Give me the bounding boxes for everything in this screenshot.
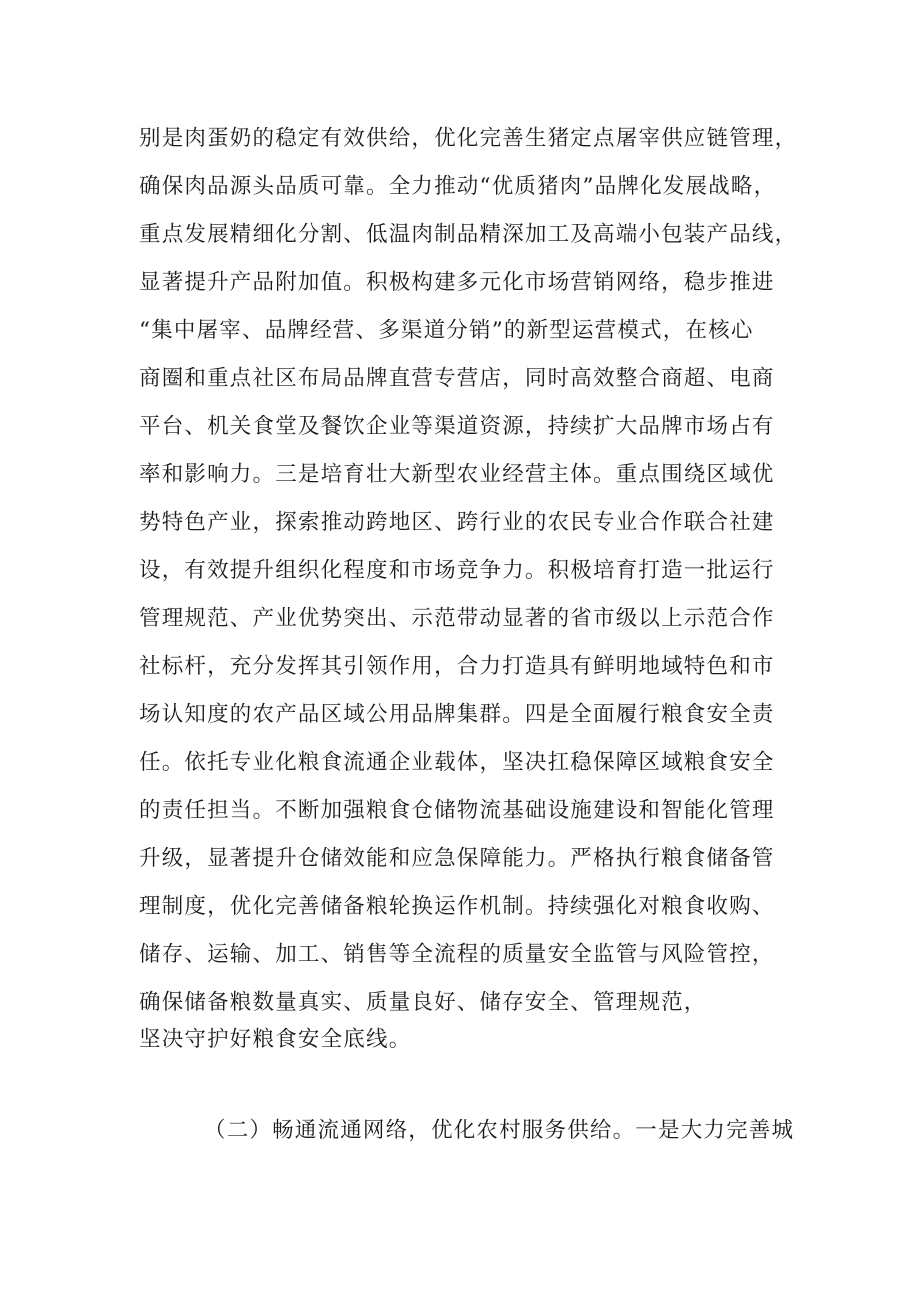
body-text-line: 升级，显著提升仓储效能和应急保障能力。严格执行粮食储备管 bbox=[139, 846, 775, 871]
body-text-line: 商圈和重点社区布局品牌直营专营店，同时高效整合商超、电商 bbox=[139, 366, 775, 391]
body-text-line: 任。依托专业化粮食流通企业载体，坚决扛稳保障区域粮食安全 bbox=[139, 750, 775, 775]
body-text-line: 管理规范、产业优势突出、示范带动显著的省市级以上示范合作 bbox=[139, 606, 775, 631]
section-heading: （二）畅通流通网络，优化农村服务供给。一是大力完善城 bbox=[204, 1118, 795, 1143]
body-text-line: 设，有效提升组织化程度和市场竞争力。积极培育打造一批运行 bbox=[139, 558, 775, 583]
body-text-line: 的责任担当。不断加强粮食仓储物流基础设施建设和智能化管理 bbox=[139, 798, 775, 823]
body-text-line: 确保肉品源头品质可靠。全力推动“优质猪肉”品牌化发展战略， bbox=[139, 174, 777, 199]
body-text-line: 确保储备粮数量真实、质量良好、储存安全、管理规范， bbox=[139, 990, 707, 1015]
body-text-line: 坚决守护好粮食安全底线。 bbox=[139, 1027, 412, 1052]
body-text-line: 储存、运输、加工、销售等全流程的质量安全监管与风险管控， bbox=[139, 942, 775, 967]
body-text-line: 势特色产业，探索推动跨地区、跨行业的农民专业合作联合社建 bbox=[139, 510, 775, 535]
body-text-line: 场认知度的农产品区域公用品牌集群。四是全面履行粮食安全责 bbox=[139, 702, 775, 727]
body-text-line: 率和影响力。三是培育壮大新型农业经营主体。重点围绕区域优 bbox=[139, 462, 775, 487]
body-text-line: 别是肉蛋奶的稳定有效供给，优化完善生猪定点屠宰供应链管理， bbox=[139, 126, 798, 151]
body-text-line: 显著提升产品附加值。积极构建多元化市场营销网络，稳步推进 bbox=[139, 270, 775, 295]
body-text-line: 社标杆，充分发挥其引领作用，合力打造具有鲜明地域特色和市 bbox=[139, 654, 775, 679]
body-text-line: 理制度，优化完善储备粮轮换运作机制。持续强化对粮食收购、 bbox=[139, 894, 775, 919]
body-text-line: 重点发展精细化分割、低温肉制品精深加工及高端小包装产品线， bbox=[139, 222, 798, 247]
body-text-line: 平台、机关食堂及餐饮企业等渠道资源，持续扩大品牌市场占有 bbox=[139, 414, 775, 439]
body-text-line: “集中屠宰、品牌经营、多渠道分销”的新型运营模式，在核心 bbox=[139, 318, 754, 343]
